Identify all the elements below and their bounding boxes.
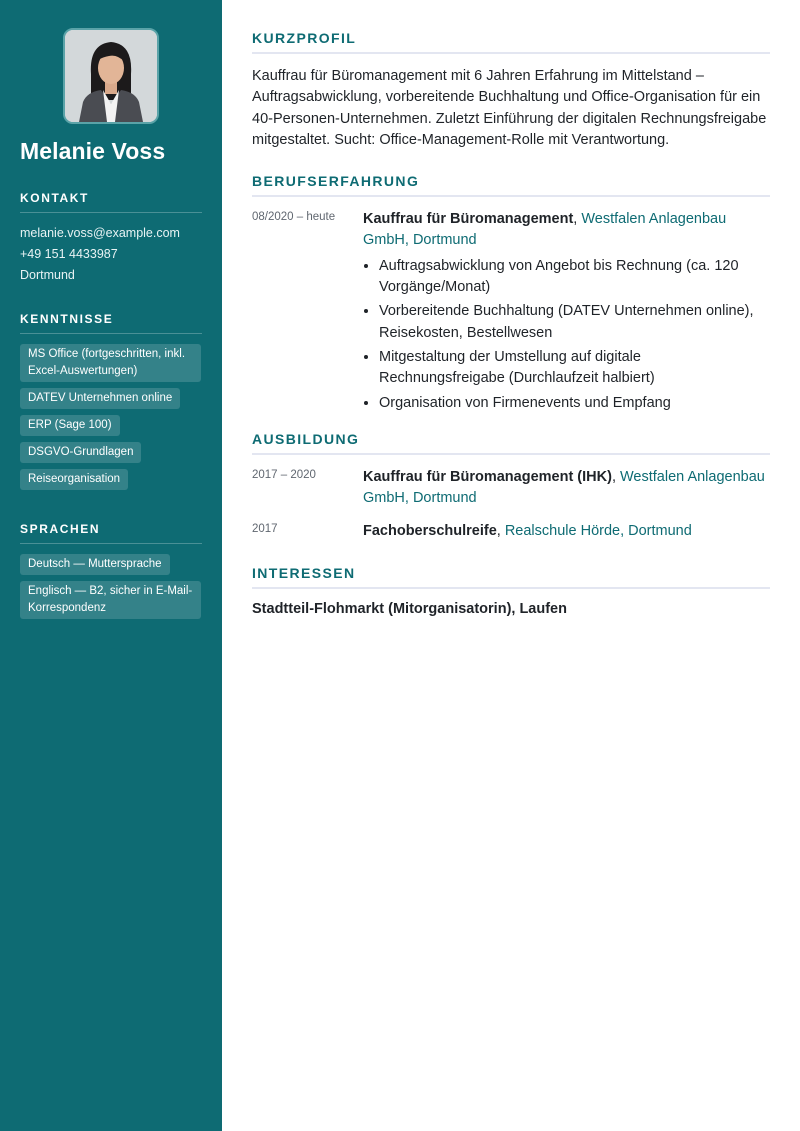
languages-list (20, 554, 202, 625)
bullet-item: • Auftragsabwicklung von Angebot bis Rechnung (ca. 120 Vorgänge/Monat) (379, 256, 770, 299)
skill-chip: ERP (Sage 100) (20, 415, 120, 436)
bullet-item: • Organisation von Firmenevents und Empfang (379, 393, 770, 414)
entry-org: Westfalen Anlagenbau GmbH, Dortmund (363, 468, 765, 507)
skill-chip: MS Office (fortgeschritten, inkl. Excel-Auswertungen) (20, 344, 201, 382)
contact-heading: KONTAKT (20, 191, 202, 213)
interests-heading: INTERESSEN (252, 565, 770, 589)
skill-chip: Reiseorganisation (20, 469, 128, 490)
education-section (252, 431, 770, 543)
entry-org: Westfalen Anlagenbau GmbH, Dortmund (363, 211, 727, 249)
contact-list (20, 223, 202, 286)
entry-content: Kauffrau für Büromanagement, Westfalen Anlagenbau GmbH, Dortmund • Auftragsabwicklung von Angebot bis Rechnung (ca. 120 Vorgänge/Monat) • Vorbereitende Buchhaltung (DATEV Unternehmen online), Reisekosten, Bestellwesen • Mitgestaltung der Umstellung auf digitale Rechnungsfreigabe (Durchlaufzeit halbiert) • Organisation von Firmenevents und Empfang (363, 209, 770, 417)
entry-role: Kauffrau für Büromanagement (363, 211, 574, 228)
main-content (222, 0, 800, 1131)
entry-role: Kauffrau für Büromanagement (IHK) (363, 468, 612, 485)
interests-text: Stadtteil-Flohmarkt (Mitorganisatorin), Laufen (252, 600, 567, 617)
entry-content: Kauffrau für Büromanagement (IHK), Westfalen Anlagenbau GmbH, Dortmund (363, 468, 765, 507)
experience-section (252, 173, 770, 417)
person-name: Melanie Voss (20, 138, 166, 164)
entry-date: 2017 – 2020 (252, 468, 316, 481)
language-chip: Englisch — B2, sicher in E-Mail-Korrespondenz (20, 581, 201, 619)
languages-heading: SPRACHEN (20, 522, 202, 544)
entry-bullets (363, 256, 770, 414)
language-chip: Deutsch — Muttersprache (20, 554, 170, 575)
profile-text: Kauffrau für Büromanagement mit 6 Jahren Erfahrung im Mittelstand – Auftragsabwicklung, vorbereitende Buchhaltung und Office-Organisation für ein 40-Personen-Unternehmen. Zuletzt Einführung der digitalen Rechnungsfreigabe mitgestaltet. Sucht: Office-Management-Rolle mit Verantwortung. (252, 68, 767, 148)
skill-chip: DSGVO-Grundlagen (20, 442, 141, 463)
entry-date: 08/2020 – heute (252, 211, 336, 224)
contact-city: Dortmund (20, 268, 75, 282)
entry-role: Fachoberschulreife (363, 523, 497, 540)
profile-section (252, 30, 770, 151)
entry-content: Fachoberschulreife, Realschule Hörde, Dortmund (363, 523, 692, 540)
contact-email[interactable]: melanie.voss@example.com (20, 226, 180, 240)
experience-heading: BERUFSERFAHRUNG (252, 173, 770, 197)
skills-heading: KENNTNISSE (20, 312, 202, 334)
profile-heading: KURZPROFIL (252, 30, 770, 54)
sidebar (0, 0, 222, 1131)
experience-entry (252, 209, 770, 417)
entry-date: 2017 (252, 523, 278, 536)
bullet-item: • Mitgestaltung der Umstellung auf digitale Rechnungsfreigabe (Durchlaufzeit halbiert) (379, 347, 770, 390)
interests-section (252, 565, 770, 617)
skill-chip: DATEV Unternehmen online (20, 388, 180, 409)
portrait-image (65, 30, 157, 122)
education-heading: AUSBILDUNG (252, 431, 770, 455)
entry-org: Realschule Hörde, Dortmund (504, 523, 692, 540)
education-entry (252, 521, 770, 542)
bullet-item: • Vorbereitende Buchhaltung (DATEV Unternehmen online), Reisekosten, Bestellwesen (379, 301, 770, 344)
education-entry (252, 467, 770, 510)
skills-list (20, 344, 202, 496)
contact-phone[interactable]: +49 151 4433987 (20, 247, 118, 261)
profile-photo (63, 28, 159, 124)
